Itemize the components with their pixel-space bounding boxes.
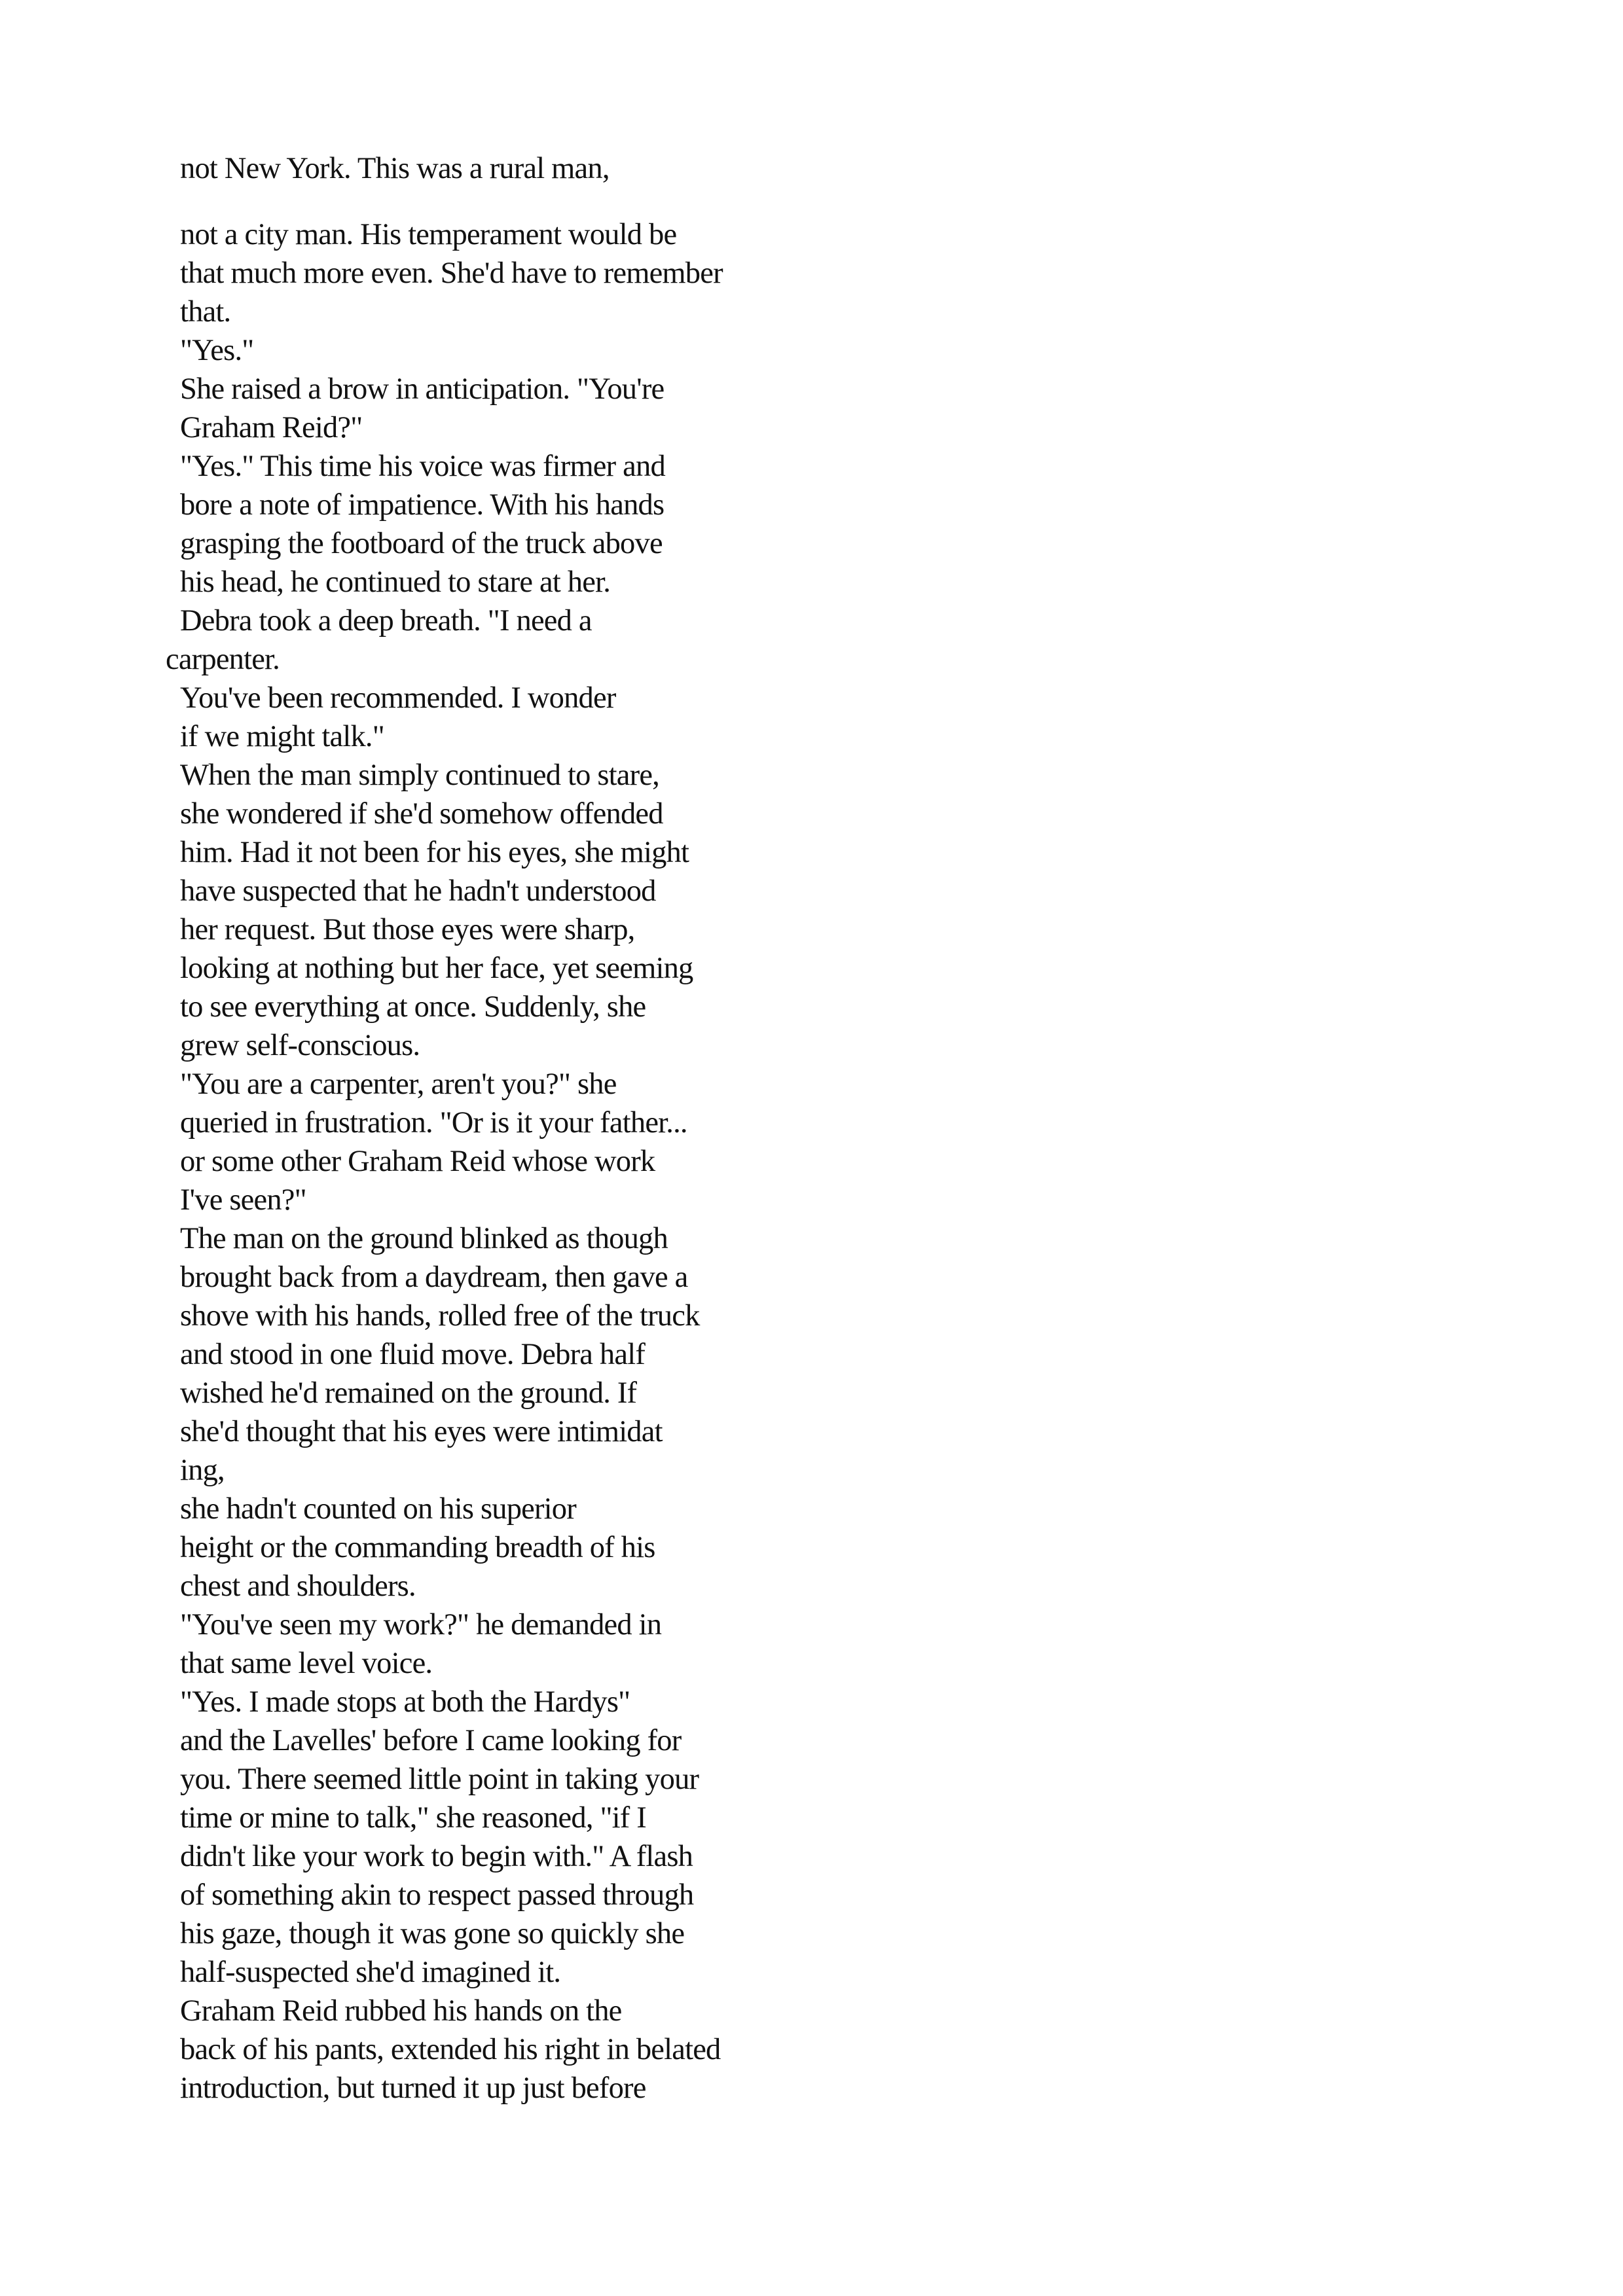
text-line: shove with his hands, rolled free of the truck <box>180 1299 700 1333</box>
text-line: ing, <box>180 1454 225 1487</box>
text-line: time or mine to talk," she reasoned, "if I <box>180 1801 646 1835</box>
text-line: "You are a carpenter, aren't you?" she <box>180 1067 617 1101</box>
text-line: Graham Reid?" <box>180 411 363 444</box>
text-line: have suspected that he hadn't understood <box>180 874 656 908</box>
text-line: that same level voice. <box>180 1647 433 1680</box>
text-line: if we might talk." <box>180 720 384 753</box>
text-line: half-suspected she'd imagined it. <box>180 1956 561 1989</box>
text-line: and the Lavelles' before I came looking for <box>180 1724 682 1757</box>
text-line: introduction, but turned it up just before <box>180 2072 646 2105</box>
text-line: not a city man. His temperament would be <box>180 218 677 251</box>
text-line: grasping the footboard of the truck above <box>180 527 663 560</box>
text-line: carpenter. <box>166 643 280 676</box>
text-line: brought back from a daydream, then gave a <box>180 1261 688 1294</box>
text-line: Debra took a deep breath. "I need a <box>180 604 592 637</box>
text-line: or some other Graham Reid whose work <box>180 1145 655 1178</box>
text-line: grew self-conscious. <box>180 1029 420 1062</box>
text-line: she hadn't counted on his superior <box>180 1492 576 1526</box>
text-line: You've been recommended. I wonder <box>180 681 616 715</box>
text-line: and stood in one fluid move. Debra half <box>180 1338 646 1371</box>
text-line: "Yes." This time his voice was firmer and <box>180 450 665 483</box>
text-line: bore a note of impatience. With his hands <box>180 488 665 522</box>
text-line: queried in frustration. "Or is it your father... <box>180 1106 687 1139</box>
text-line: wished he'd remained on the ground. If <box>180 1376 637 1410</box>
text-line: her request. But those eyes were sharp, <box>180 913 635 946</box>
text-line: back of his pants, extended his right in belated <box>180 2033 721 2066</box>
text-line: you. There seemed little point in taking your <box>180 1763 699 1796</box>
body-text <box>0 149 1623 2108</box>
text-line: she wondered if she'd somehow offended <box>180 797 663 831</box>
text-line: that much more even. She'd have to remember <box>180 257 723 290</box>
text-line: to see everything at once. Suddenly, she <box>180 990 646 1024</box>
text-line: looking at nothing but her face, yet seeming <box>180 952 693 985</box>
paragraph-gap <box>0 188 1623 215</box>
text-line: his head, he continued to stare at her. <box>180 565 611 599</box>
text-line: him. Had it not been for his eyes, she might <box>180 836 689 869</box>
text-line: that. <box>180 295 231 329</box>
text-line: I've seen?" <box>180 1183 306 1217</box>
text-line: Graham Reid rubbed his hands on the <box>180 1994 622 2028</box>
text-line: "Yes." <box>180 334 254 367</box>
text-line: She raised a brow in anticipation. "You're <box>180 372 665 406</box>
text-line: chest and shoulders. <box>180 1570 416 1603</box>
text-line: not New York. This was a rural man, <box>180 152 610 185</box>
text-line: didn't like your work to begin with." A flash <box>180 1840 693 1873</box>
text-line: of something akin to respect passed through <box>180 1878 694 1912</box>
text-line: his gaze, though it was gone so quickly she <box>180 1917 685 1950</box>
text-line: "You've seen my work?" he demanded in <box>180 1608 662 1641</box>
text-line: When the man simply continued to stare, <box>180 759 659 792</box>
text-line: she'd thought that his eyes were intimidat <box>180 1415 663 1448</box>
text-line: The man on the ground blinked as though <box>180 1222 668 1255</box>
text-line: "Yes. I made stops at both the Hardys" <box>180 1685 630 1719</box>
text-line: height or the commanding breadth of his <box>180 1531 655 1564</box>
